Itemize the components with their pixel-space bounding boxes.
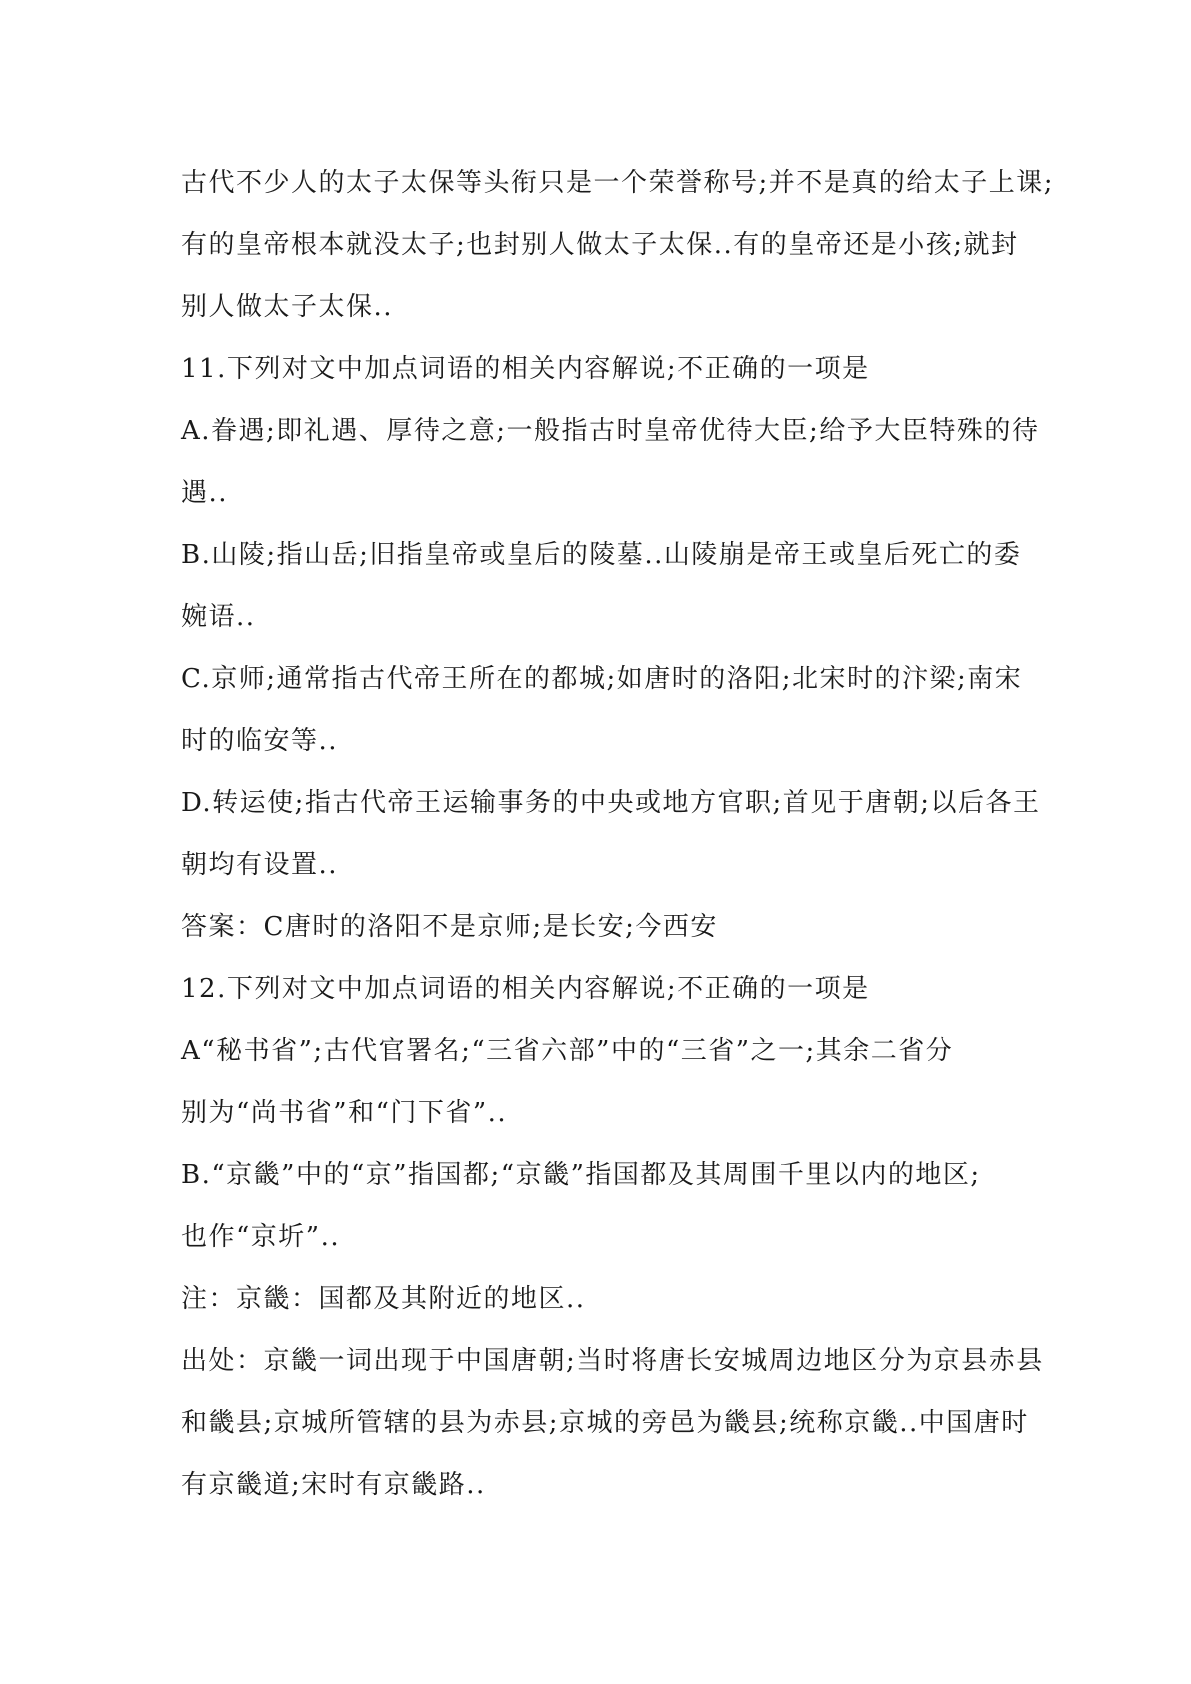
option-b-cont: 也作“京圻”..: [181, 1222, 341, 1252]
option-b: B.“京畿”中的“京”指国都;“京畿”指国都及其周围千里以内的地区;: [181, 1160, 981, 1190]
option-b: B.山陵;指山岳;旧指皇帝或皇后的陵墓..山陵崩是帝王或皇后死亡的委: [181, 540, 1022, 570]
option-d: D.转运使;指古代帝王运输事务的中央或地方官职;首见于唐朝;以后各王: [181, 788, 1041, 818]
option-a: A.眷遇;即礼遇、厚待之意;一般指古时皇帝优待大臣;给予大臣特殊的待: [181, 416, 1040, 446]
question-11-stem: 11.下列对文中加点词语的相关内容解说;不正确的一项是: [181, 354, 870, 384]
answer-line: 答案：C唐时的洛阳不是京师;是长安;今西安: [181, 912, 718, 942]
option-a: A“秘书省”;古代官署名;“三省六部”中的“三省”之一;其余二省分: [181, 1036, 954, 1066]
option-a-cont: 遇..: [181, 478, 229, 508]
option-c-cont: 时的临安等..: [181, 726, 339, 756]
note-line: 注：京畿：国都及其附近的地区..: [181, 1284, 586, 1314]
option-d-cont: 朝均有设置..: [181, 850, 339, 880]
option-a-cont: 别为“尚书省”和“门下省”..: [181, 1098, 508, 1128]
source-line: 出处：京畿一词出现于中国唐朝;当时将唐长安城周边地区分为京县赤县: [181, 1346, 1044, 1376]
question-12-stem: 12.下列对文中加点词语的相关内容解说;不正确的一项是: [181, 974, 870, 1004]
source-line-cont: 和畿县;京城所管辖的县为赤县;京城的旁邑为畿县;统称京畿..中国唐时: [181, 1408, 1029, 1438]
option-b-cont: 婉语..: [181, 602, 256, 632]
option-c: C.京师;通常指古代帝王所在的都城;如唐时的洛阳;北宋时的汴梁;南宋: [181, 664, 1023, 694]
text-line: 别人做太子太保..: [181, 292, 394, 322]
document-body: [181, 152, 1055, 1516]
source-line-cont: 有京畿道;宋时有京畿路..: [181, 1470, 486, 1500]
text-line: 有的皇帝根本就没太子;也封别人做太子太保..有的皇帝还是小孩;就封: [181, 230, 1019, 260]
text-line: 古代不少人的太子太保等头衔只是一个荣誉称号;并不是真的给太子上课;: [181, 168, 1055, 198]
